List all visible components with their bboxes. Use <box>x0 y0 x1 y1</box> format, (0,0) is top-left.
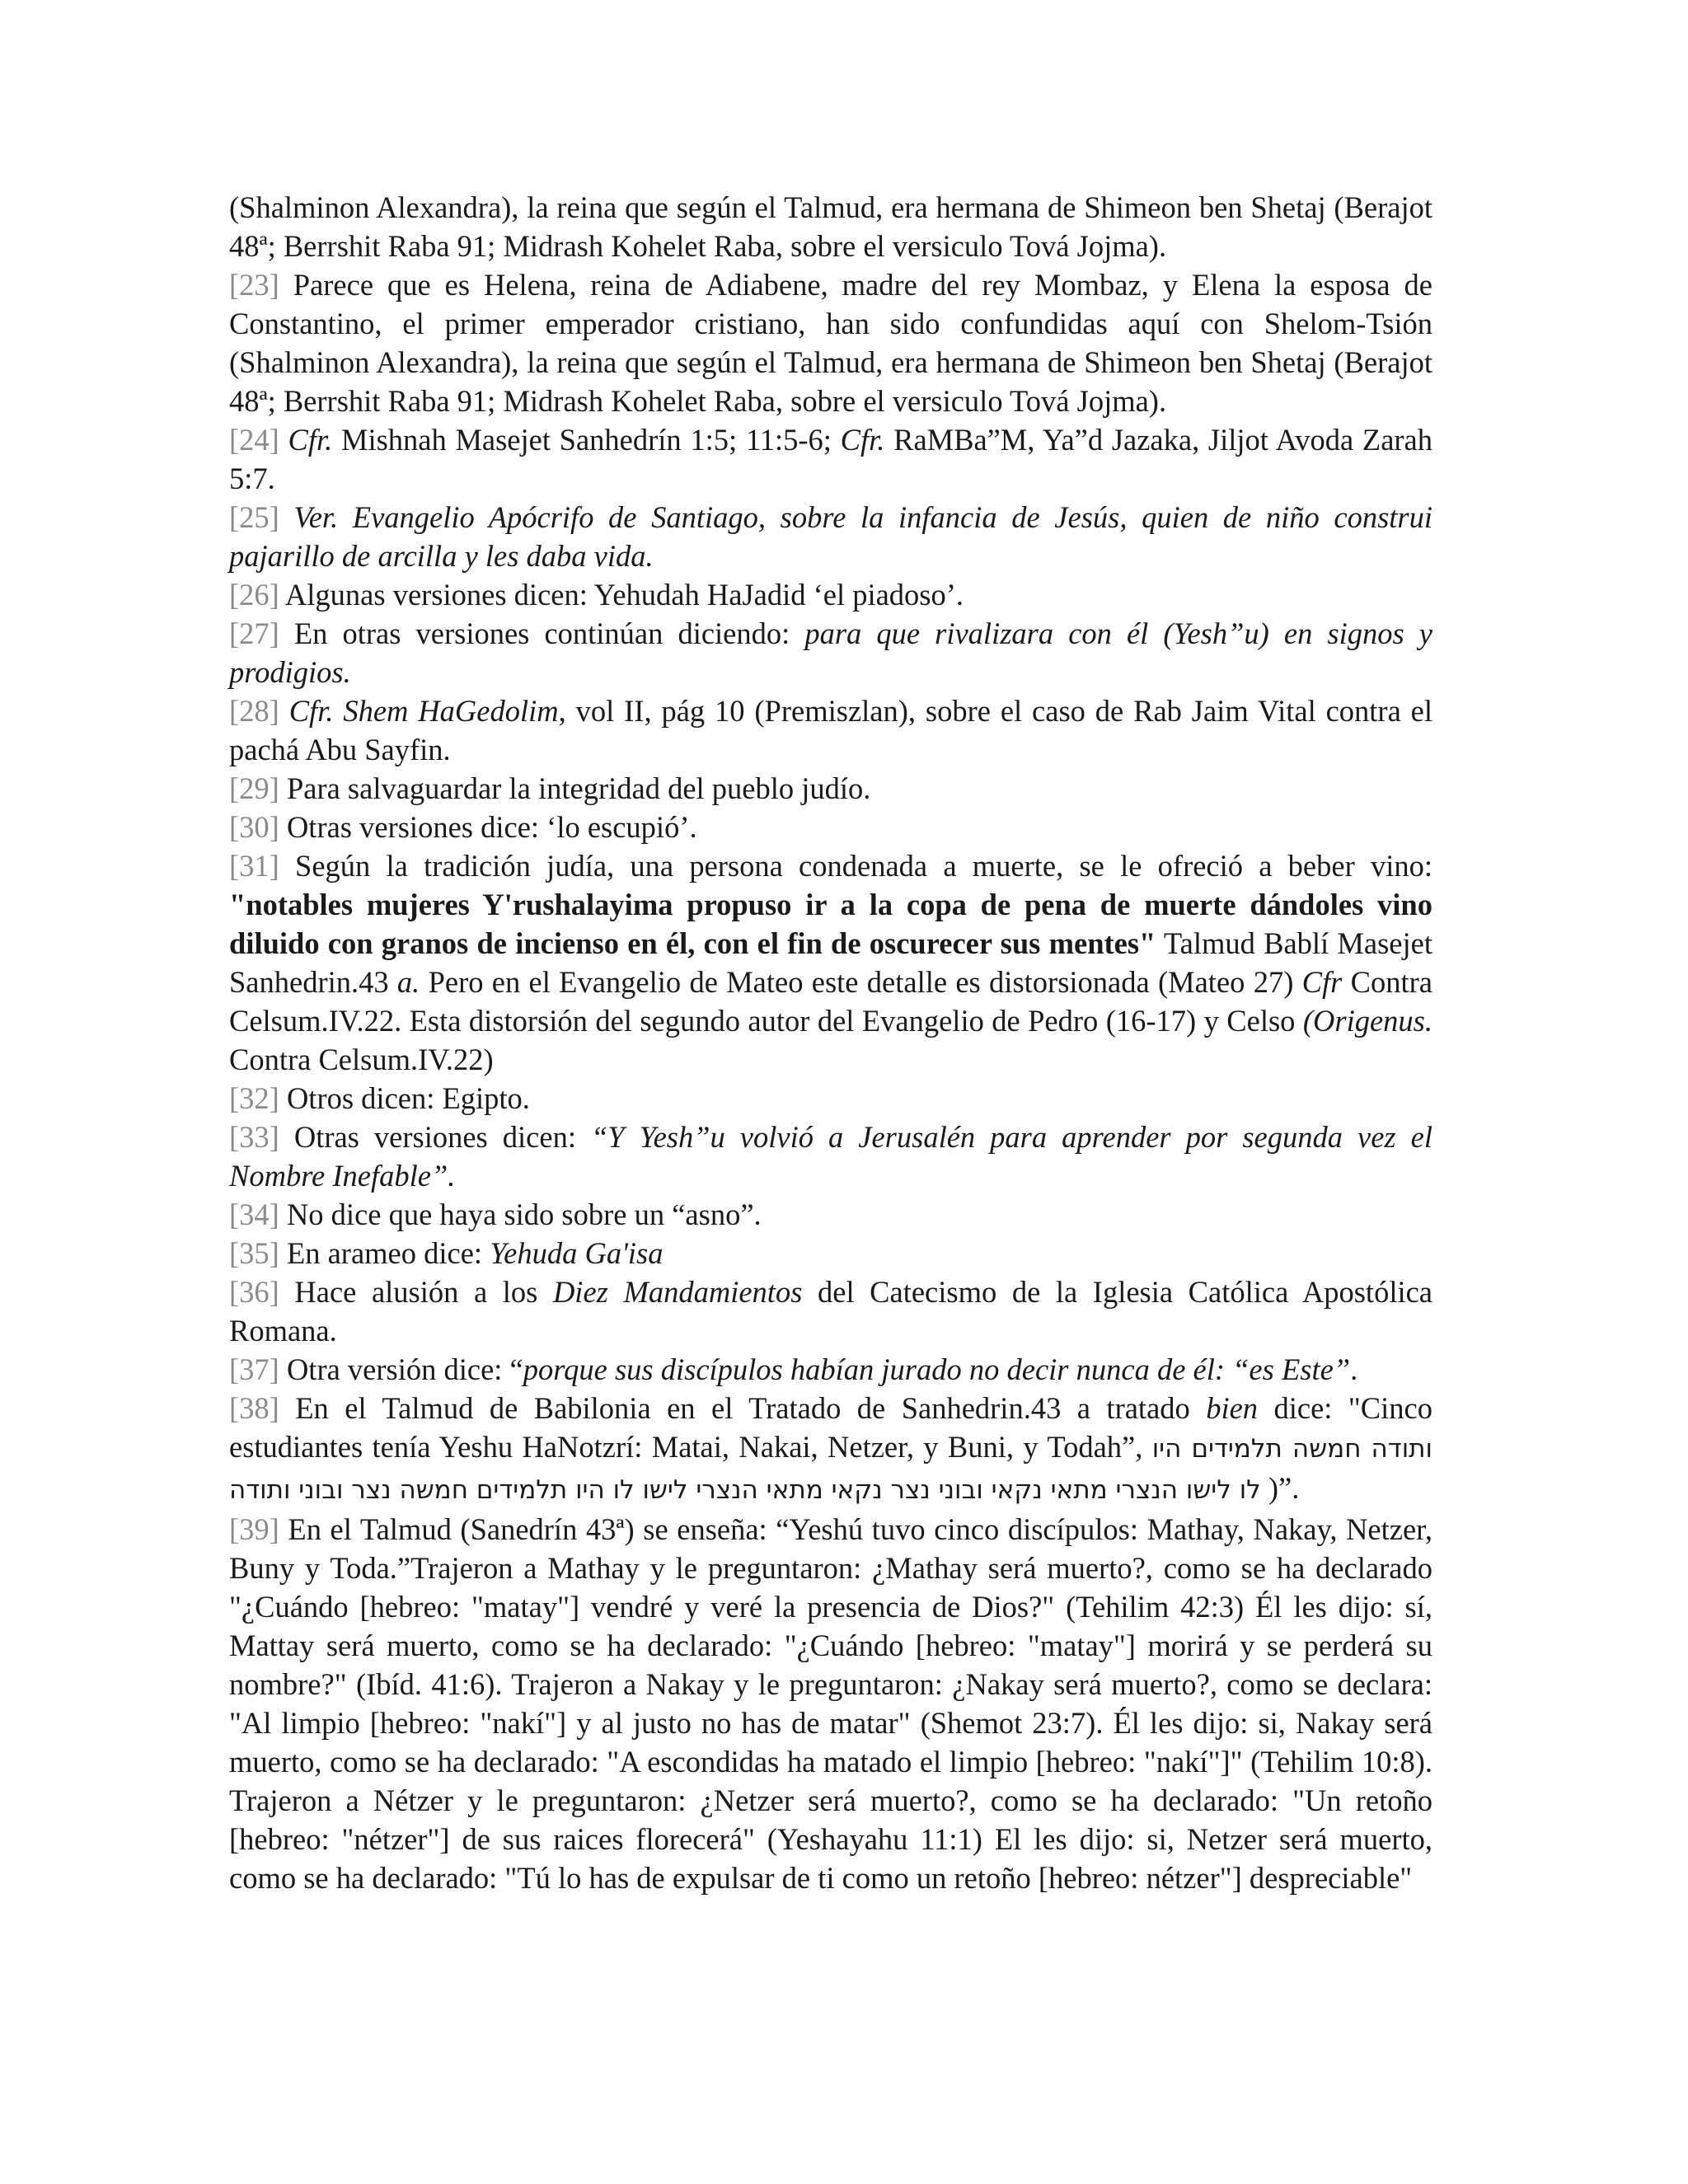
footnote-32 <box>229 1079 1432 1118</box>
note-text: , vol II, pág 10 (Premiszlan), sobre el caso de Rab Jaim Vital contra el pachá Abu Sayfin. <box>229 694 1433 766</box>
footnote-continuation <box>229 188 1432 265</box>
footnote-number-link[interactable]: [32] <box>229 1081 279 1115</box>
note-text: . <box>1350 1352 1358 1386</box>
note-text: Otras versiones dice: ‘lo escupió’. <box>279 810 697 844</box>
footnote-27 <box>229 614 1432 691</box>
footnote-30 <box>229 808 1432 846</box>
footnote-38 <box>229 1389 1432 1510</box>
note-italic-text: Diez Mandamientos <box>552 1275 803 1309</box>
note-text: del Catecismo de la Iglesia Católica Apostólica Romana. <box>229 1275 1433 1347</box>
footnote-number-link[interactable]: [29] <box>229 771 279 805</box>
note-text: En otras versiones continúan diciendo: <box>279 616 805 650</box>
note-text: Para salvaguardar la integridad del pueblo judío. <box>279 771 871 805</box>
footnote-number-link[interactable]: [31] <box>229 849 279 883</box>
note-text: Mishnah Masejet Sanhedrín 1:5; 11:5-6; <box>332 423 841 457</box>
note-text: En arameo dice: <box>279 1236 490 1270</box>
note-text: En el Talmud de Babilonia en el Tratado de Sanhedrin.43 a tratado <box>279 1391 1207 1425</box>
note-text: Otros dicen: Egipto. <box>279 1081 530 1115</box>
note-text <box>279 694 289 728</box>
footnote-36 <box>229 1272 1432 1350</box>
note-text: dice: "Cinco estudiantes tenía Yeshu HaNotzrí: Matai, Nakai, Netzer, y Buni, y Todah”, <box>229 1391 1432 1464</box>
footnote-23 <box>229 265 1432 420</box>
footnote-number-link[interactable]: [37] <box>229 1352 279 1386</box>
footnotes-page <box>229 188 1432 1897</box>
footnote-number-link[interactable]: [38] <box>229 1391 279 1425</box>
footnote-35 <box>229 1234 1432 1272</box>
hebrew-quote: ותודה חמשה תלמידים היו לו לישו הנצרי מתאי נקאי ובוני נצר נקאי מתאי הנצרי לישו לו היו תלמידים חמשה נצר ובוני ותודה <box>229 1434 1432 1505</box>
note-italic-text: (Origenus. <box>1302 1004 1432 1038</box>
footnote-37 <box>229 1350 1432 1389</box>
note-text: Talmud Bablí Masejet Sanhedrin.43 <box>229 926 1432 999</box>
note-text: (Shalminon Alexandra), la reina que según el Talmud, era hermana de Shimeon ben Shetaj (Berajot 48ª; Berrshit Raba 91; Midrash Kohelet Raba, sobre el versiculo Tová Jojma). <box>229 190 1432 263</box>
footnote-number-link[interactable]: [28] <box>229 694 279 728</box>
note-italic-text: para que rivalizara con él (Yesh”u) en signos y prodigios. <box>229 616 1432 689</box>
footnote-number-link[interactable]: [33] <box>229 1120 279 1154</box>
footnote-34 <box>229 1195 1432 1234</box>
note-italic-text: porque sus discípulos habían jurado no decir nunca de él: “es Este” <box>523 1352 1351 1386</box>
footnote-number-link[interactable]: [24] <box>229 423 279 457</box>
note-italic-text: Yehuda Ga'isa <box>490 1236 663 1270</box>
note-italic-text: a. <box>396 965 420 999</box>
note-italic-text: Cfr. Shem HaGedolim <box>288 694 559 728</box>
note-text: )”. <box>1260 1471 1300 1505</box>
footnote-number-link[interactable]: [39] <box>229 1512 279 1546</box>
footnote-29 <box>229 769 1432 808</box>
note-text: No dice que haya sido sobre un “asno”. <box>279 1197 762 1231</box>
footnote-number-link[interactable]: [25] <box>229 500 279 534</box>
note-italic-text: Cfr. <box>840 423 885 457</box>
footnote-number-link[interactable]: [30] <box>229 810 279 844</box>
note-text: RaMBa”M, Ya”d Jazaka, Jiljot Avoda Zarah 5:7. <box>229 423 1432 495</box>
note-text: Según la tradición judía, una persona condenada a muerte, se le ofreció a beber vino: <box>279 849 1432 883</box>
note-italic-text: Ver. Evangelio Apócrifo de Santiago, sobre la infancia de Jesús, quien de niño construi pajarillo de arcilla y les daba vida. <box>229 500 1433 573</box>
footnote-number-link[interactable]: [26] <box>229 578 279 612</box>
note-italic-text: Cfr <box>1301 965 1343 999</box>
note-text: Otras versiones dicen: <box>279 1120 591 1154</box>
footnote-25 <box>229 498 1432 575</box>
note-text: En el Talmud (Sanedrín 43ª) se enseña: “Yeshú tuvo cinco discípulos: Mathay, Nakay, Netzer, Buny y Toda.”Trajeron a Mathay y le preguntaron: ¿Mathay será muerto?, como se ha declarado "¿Cuándo [hebreo: "matay"] vendré y veré la presencia de Dios?" (Tehilim 42:3) Él les dijo: sí, Mattay será muerto, como se ha declarado: "¿Cuándo [hebreo: "matay"] morirá y se perderá su nombre?" (Ibíd. 41:6). Trajeron a Nakay y le preguntaron: ¿Nakay será muerto?, como se declara: "Al limpio [hebreo: "nakí"] y al justo no has de matar" (Shemot 23:7). Él les dijo: si, Nakay será muerto, como se ha declarado: "A escondidas ha matado el limpio [hebreo: "nakí"]" (Tehilim 10:8). Trajeron a Nétzer y le preguntaron: ¿Netzer será muerto?, como se ha declarado: "Un retoño [hebreo: "nétzer"] de sus raices florecerá" (Yeshayahu 11:1) El les dijo: si, Netzer será muerto, como se ha declarado: "Tú lo has de expulsar de ti como un retoño [hebreo: nétzer"] despreciable" <box>229 1512 1432 1895</box>
footnote-31 <box>229 846 1432 1079</box>
footnote-number-link[interactable]: [36] <box>229 1275 279 1309</box>
footnote-number-link[interactable]: [34] <box>229 1197 279 1231</box>
note-text: Contra Celsum.IV.22) <box>229 1043 494 1076</box>
note-text: Parece que es Helena, reina de Adiabene, madre del rey Mombaz, y Elena la esposa de Constantino, el primer emperador cristiano, han sido confundidas aquí con Shelom-Tsión (Shalminon Alexandra), la reina que según el Talmud, era hermana de Shimeon ben Shetaj (Berajot 48ª; Berrshit Raba 91; Midrash Kohelet Raba, sobre el versiculo Tová Jojma). <box>229 268 1432 418</box>
footnote-33 <box>229 1118 1432 1195</box>
note-text: Pero en el Evangelio de Mateo este detalle es distorsionada (Mateo 27) <box>420 965 1302 999</box>
note-text: Hace alusión a los <box>279 1275 553 1309</box>
note-italic-text: bien <box>1206 1391 1259 1425</box>
footnote-number-link[interactable]: [27] <box>229 616 279 650</box>
note-text <box>279 423 288 457</box>
note-italic-text: “Y Yesh”u volvió a Jerusalén para aprender por segunda vez el Nombre Inefable”. <box>229 1120 1432 1193</box>
note-bold-quote: "notables mujeres Y'rushalayima propuso ir a la copa de pena de muerte dándoles vino diluido con granos de incienso en él, con el fin de oscurecer sus mentes" <box>229 888 1432 960</box>
note-text: Contra Celsum.IV.22. Esta distorsión del segundo autor del Evangelio de Pedro (16-17) y Celso <box>229 965 1432 1038</box>
note-text: Algunas versiones dicen: Yehudah HaJadid ‘el piadoso’. <box>279 578 964 612</box>
footnote-24 <box>229 420 1432 498</box>
note-text <box>279 500 294 534</box>
footnote-26 <box>229 575 1432 614</box>
footnote-number-link[interactable]: [23] <box>229 268 279 302</box>
footnote-28 <box>229 691 1432 769</box>
note-text: Otra versión dice: “ <box>279 1352 523 1386</box>
note-italic-text: Cfr. <box>288 423 333 457</box>
footnote-number-link[interactable]: [35] <box>229 1236 279 1270</box>
footnote-39 <box>229 1510 1432 1897</box>
